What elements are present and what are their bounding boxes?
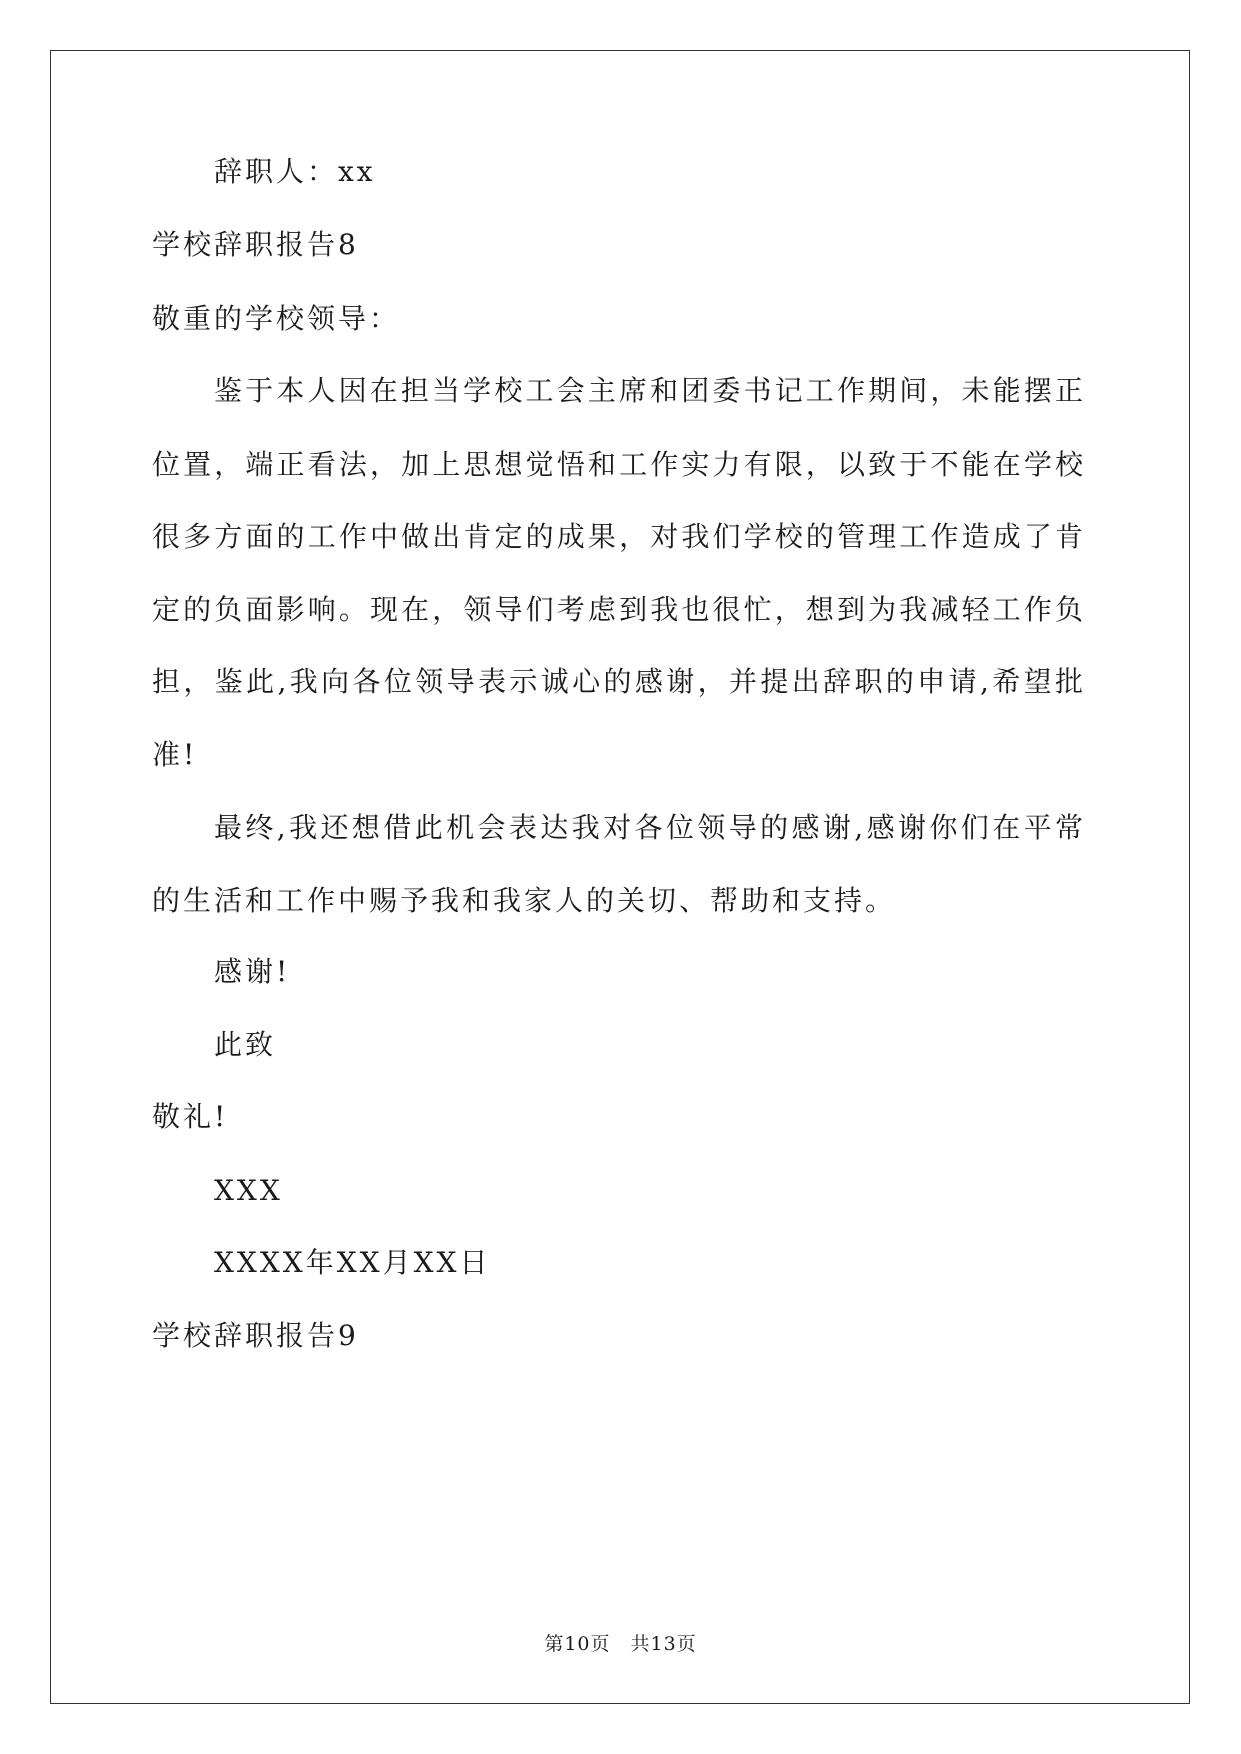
section-heading: 学校辞职报告9 bbox=[152, 1319, 359, 1352]
paragraph-line: 准! bbox=[152, 738, 198, 771]
paragraph-line: 最终,我还想借此机会表达我对各位领导的感谢,感谢你们在平常 bbox=[214, 811, 1086, 844]
page-indicator: 第10页 共13页 bbox=[544, 1633, 697, 1655]
resigner-line: 辞职人：xx bbox=[214, 155, 376, 188]
salutation: 敬重的学校领导： bbox=[152, 302, 401, 335]
paragraph-line: 担，鉴此,我向各位领导表示诚心的感谢，并提出辞职的申请,希望批 bbox=[152, 665, 1086, 698]
closing-line: 此致 bbox=[214, 1028, 277, 1061]
thanks-line: 感谢! bbox=[214, 955, 291, 988]
paragraph-line: 位置，端正看法，加上思想觉悟和工作实力有限，以致于不能在学校 bbox=[152, 448, 1086, 481]
closing-line: 敬礼! bbox=[152, 1100, 229, 1133]
paragraph-line: 很多方面的工作中做出肯定的成果，对我们学校的管理工作造成了肯 bbox=[152, 520, 1086, 553]
paragraph-line: 的生活和工作中赐予我和我家人的关切、帮助和支持。 bbox=[152, 884, 897, 917]
date-line: XXXX年XX月XX日 bbox=[214, 1246, 491, 1279]
section-heading: 学校辞职报告8 bbox=[152, 228, 359, 261]
paragraph-line: 鉴于本人因在担当学校工会主席和团委书记工作期间，未能摆正 bbox=[214, 374, 1086, 407]
page-border bbox=[50, 50, 1190, 1704]
paragraph-line: 定的负面影响。现在，领导们考虑到我也很忙，想到为我减轻工作负 bbox=[152, 593, 1086, 626]
signature: XXX bbox=[214, 1174, 283, 1207]
